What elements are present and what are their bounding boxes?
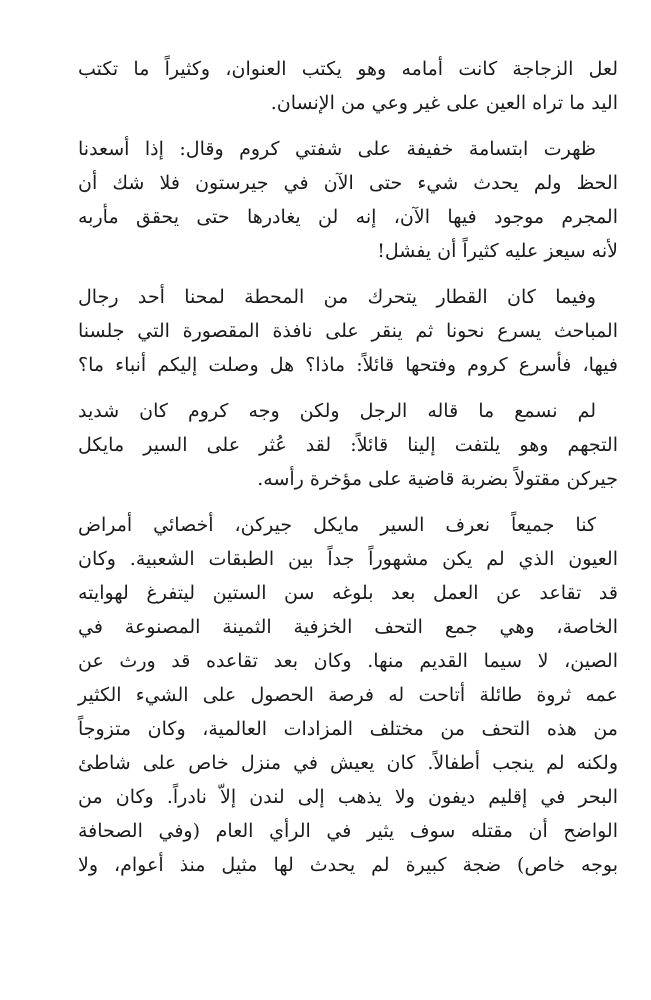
paragraph-2: [78, 132, 618, 268]
text-line: بوجه خاص) ضجة كبيرة لم يحدث لها مثيل منذ أعوام، ولا: [78, 854, 618, 876]
book-page: [78, 52, 618, 894]
text-line: لم نسمع ما قاله الرجل ولكن وجه كروم كان شديد: [78, 400, 596, 422]
text-line: لأنه سيعز عليه كثيراً أن يفشل!: [377, 240, 618, 262]
text-line: وفيما كان القطار يتحرك من المحطة لمحنا أحد رجال: [78, 286, 596, 308]
text-line: المجرم موجود فيها الآن، إنه لن يغادرها حتى يحقق مأربه: [78, 206, 618, 228]
text-line: كنا جميعاً نعرف السير مايكل جيركن، أخصائي أمراض: [78, 514, 596, 536]
paragraph-5: [78, 508, 618, 882]
text-line: الواضح أن مقتله سوف يثير في الرأي العام (وفي الصحافة: [78, 820, 618, 842]
text-line: قد تقاعد عن العمل بعد بلوغه سن الستين ليتفرغ لهوايته: [78, 582, 618, 604]
text-line: العيون الذي لم يكن مشهوراً جداً بين الطبقات الشعبية. وكان: [78, 548, 618, 570]
paragraph-4: [78, 394, 618, 496]
text-line: التجهم وهو يلتفت إلينا قائلاً: لقد عُثر على السير مايكل: [78, 434, 618, 456]
text-line: الصين، لا سيما القديم منها. وكان بعد تقاعده قد ورث عن: [78, 650, 618, 672]
text-line: ظهرت ابتسامة خفيفة على شفتي كروم وقال: إذا أسعدنا: [78, 138, 596, 160]
text-line: اليد ما تراه العين على غير وعي من الإنسان.: [270, 92, 618, 114]
text-line: فيها، فأسرع كروم وفتحها قائلاً: ماذا؟ هل وصلت إليكم أنباء ما؟: [78, 354, 618, 376]
text-line: الحظ ولم يحدث شيء حتى الآن في جيرستون فلا شك أن: [78, 172, 618, 194]
text-line: لعل الزجاجة كانت أمامه وهو يكتب العنوان، وكثيراً ما تكتب: [78, 58, 618, 80]
text-line: المباحث يسرع نحونا ثم ينقر على نافذة المقصورة التي جلسنا: [78, 320, 618, 342]
text-line: جيركن مقتولاً بضربة قاضية على مؤخرة رأسه.: [257, 468, 618, 490]
text-line: البحر في إقليم ديفون ولا يذهب إلى لندن إلاّ نادراً. وكان من: [78, 786, 618, 808]
paragraph-1: [78, 52, 618, 120]
text-line: ولكنه لم ينجب أطفالاً. كان يعيش في منزل خاص على شاطئ: [78, 752, 618, 774]
text-line: من هذه التحف من مختلف المزادات العالمية، وكان متزوجاً: [78, 718, 618, 740]
paragraph-3: [78, 280, 618, 382]
text-line: عمه ثروة طائلة أتاحت له فرصة الحصول على الشيء الكثير: [78, 684, 618, 706]
text-line: الخاصة، وهي جمع التحف الخزفية الثمينة المصنوعة في: [78, 616, 618, 638]
